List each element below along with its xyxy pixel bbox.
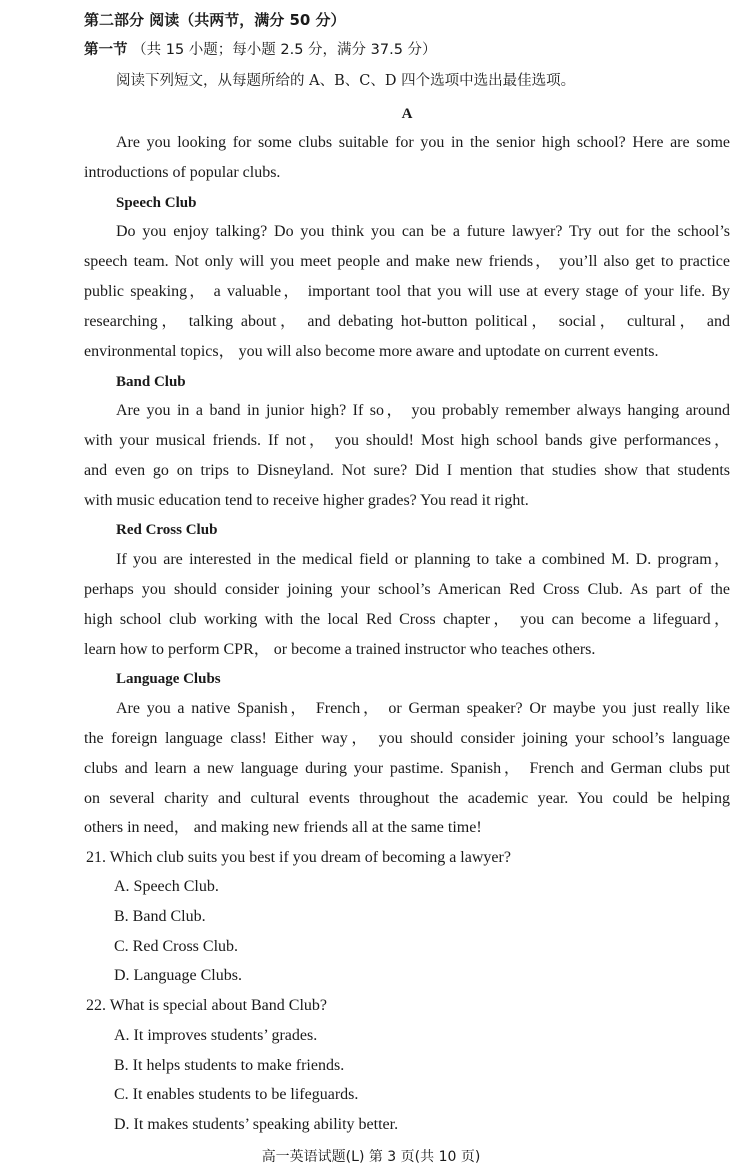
option-b: B. Band Club. (114, 908, 206, 925)
paragraph-line: public speaking， a valuable， important tool that you will use at every stage of your life. By (84, 283, 730, 300)
option-c: C. It enables students to be lifeguards. (114, 1086, 359, 1103)
section-heading-language: Language Clubs (116, 671, 221, 687)
question-21 (86, 848, 732, 868)
paragraph-line: with music education tend to receive higher grades? You read it right. (84, 492, 529, 509)
paragraph-line: environmental topics， you will also become more aware and uptodate on current events. (84, 343, 659, 360)
paragraph-line: and even go on trips to Disneyland. Not sure? Did I mention that studies show that students (84, 462, 730, 479)
paragraph-line: the foreign language class! Either way， you should consider joining your school’s language (84, 730, 730, 747)
option-a: A. Speech Club. (114, 878, 219, 895)
question-text: What is special about Band Club? (109, 997, 327, 1014)
instruction: 阅读下列短文，从每题所给的 A、B、C、D 四个选项中选出最佳选项。 (116, 73, 576, 89)
part-title: 第二部分 阅读（共两节，满分 50 分） (84, 11, 346, 29)
question-number: 22. (86, 997, 106, 1014)
section-header (84, 40, 730, 60)
paragraph-line: researching， talking about， and debating hot-button political， social， cultural， and (84, 313, 730, 330)
question-text: Which club suits you best if you dream of becoming a lawyer? (109, 849, 511, 866)
paragraph-line: with your musical friends. If not， you should! Most high school bands give performances， (84, 432, 730, 449)
passage-label: A (401, 106, 413, 122)
paragraph-line: learn how to perform CPR， or become a trained instructor who teaches others. (84, 641, 596, 658)
section-heading-band: Band Club (116, 374, 186, 390)
paragraph-line: on several charity and cultural events throughout the academic year. You could be helping (84, 790, 730, 807)
paragraph-line: Are you a native Spanish， French， or German speaker? Or maybe you just really like (116, 700, 730, 717)
paragraph-line: If you are interested in the medical field or planning to take a combined M. D. program， (116, 551, 730, 568)
paragraph-line: high school club working with the local Red Cross chapter， you can become a lifeguard， (84, 611, 730, 628)
paragraph-line: others in need， and making new friends all at the same time! (84, 819, 482, 836)
paragraph-line: speech team. Not only will you meet people and make new friends， you’ll also get to practice (84, 253, 730, 270)
section-heading-red-cross: Red Cross Club (116, 522, 218, 538)
option-c: C. Red Cross Club. (114, 938, 239, 955)
intro-line: Are you looking for some clubs suitable for you in the senior high school? Here are some (116, 134, 730, 151)
option-d: D. Language Clubs. (114, 967, 242, 984)
section-heading-speech: Speech Club (116, 195, 197, 211)
paragraph-line: Do you enjoy talking? Do you think you can be a future lawyer? Try out for the school’s (116, 223, 730, 240)
option-d: D. It makes students’ speaking ability better. (114, 1116, 399, 1133)
question-22 (86, 996, 732, 1016)
intro-line: introductions of popular clubs. (84, 164, 281, 181)
section-info: （共 15 小题；每小题 2.5 分，满分 37.5 分） (132, 42, 437, 58)
section-title: 第一节 (84, 42, 128, 58)
page-footer: 高一英语试题(L) 第 3 页(共 10 页) (261, 1149, 481, 1165)
paragraph-line: clubs and learn a new language during your pastime. Spanish， French and German clubs put (84, 760, 730, 777)
paragraph-line: Are you in a band in junior high? If so， you probably remember always hanging around (116, 402, 730, 419)
paragraph-line: perhaps you should consider joining your school’s American Red Cross Club. As part of the (84, 581, 730, 598)
option-b: B. It helps students to make friends. (114, 1057, 345, 1074)
question-number: 21. (86, 849, 106, 866)
option-a: A. It improves students’ grades. (114, 1027, 318, 1044)
